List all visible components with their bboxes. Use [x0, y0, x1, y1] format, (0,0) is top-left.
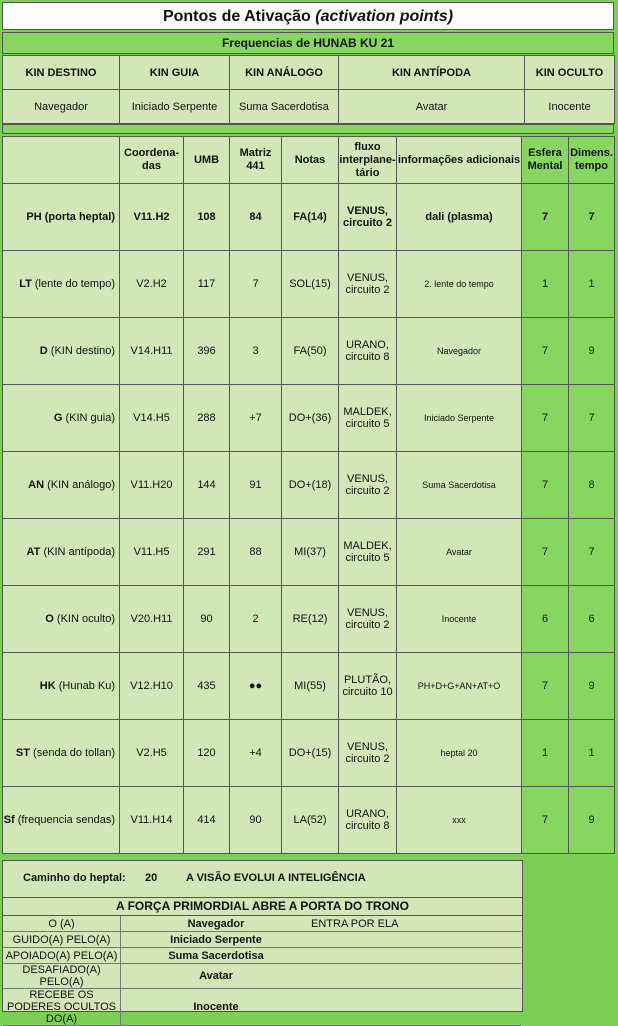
point-label: (senda do tollan) — [33, 747, 115, 759]
point-cell — [3, 184, 120, 251]
matriz-cell: +4 — [230, 720, 282, 787]
kin-header-analogo: KIN ANÁLOGO — [230, 56, 339, 90]
fluxo-cell: URANO, circuito 8 — [339, 787, 397, 854]
heptal-number: 20 — [145, 872, 158, 884]
esfera-cell: 1 — [522, 251, 569, 318]
separator-bar — [2, 124, 614, 134]
point-cell — [3, 318, 120, 385]
point-label: (KIN antípoda) — [43, 546, 115, 558]
fluxo-cell: VENUS, circuito 2 — [339, 452, 397, 519]
trono-left: RECEBE OS PODERES OCULTOS DO(A) — [3, 989, 121, 1026]
header-esfera: Esfera Mental — [522, 137, 569, 184]
point-code: D — [39, 345, 48, 357]
dimens-cell: 1 — [569, 720, 615, 787]
info-cell: PH+D+G+AN+AT+O — [397, 653, 522, 720]
fluxo-cell: VENUS, circuito 2 — [339, 184, 397, 251]
coord-cell: V11.H2 — [120, 184, 184, 251]
point-code: AN — [28, 479, 45, 491]
point-cell — [3, 251, 120, 318]
table-row — [3, 720, 615, 787]
nota-cell: FA(14) — [282, 184, 339, 251]
info-cell: Iniciado Serpente — [397, 385, 522, 452]
trono-row — [3, 964, 521, 989]
matriz-cell: 84 — [230, 184, 282, 251]
table-row — [3, 318, 615, 385]
header-umb: UMB — [184, 137, 230, 184]
point-cell — [3, 787, 120, 854]
trono-mid: Iniciado Serpente — [121, 932, 312, 948]
trono-right: ENTRA POR ELA — [311, 916, 521, 932]
info-cell: dali (plasma) — [397, 184, 522, 251]
nota-cell: DO+(18) — [282, 452, 339, 519]
kin-value-antipoda: Avatar — [339, 90, 525, 124]
dimens-cell: 6 — [569, 586, 615, 653]
info-cell: 2. lente do tempo — [397, 251, 522, 318]
kin-header-antipoda: KIN ANTÍPODA — [339, 56, 525, 90]
matriz-cell: 7 — [230, 251, 282, 318]
trono-table — [3, 916, 521, 1026]
info-cell: Avatar — [397, 519, 522, 586]
point-label: (frequencia sendas) — [17, 814, 115, 826]
dimens-cell: 1 — [569, 251, 615, 318]
header-empty — [3, 137, 120, 184]
nota-cell: DO+(36) — [282, 385, 339, 452]
info-cell: heptal 20 — [397, 720, 522, 787]
umb-cell: 144 — [184, 452, 230, 519]
title-main: Pontos de Ativação — [162, 8, 311, 25]
table-row — [3, 519, 615, 586]
info-cell: xxx — [397, 787, 522, 854]
fluxo-cell: VENUS, circuito 2 — [339, 251, 397, 318]
point-code: HK — [39, 680, 56, 692]
trono-left: GUIDO(A) PELO(A) — [3, 932, 121, 948]
trono-right — [311, 932, 521, 948]
table-header-row — [3, 137, 615, 184]
point-code: Sf — [3, 814, 15, 826]
umb-cell: 291 — [184, 519, 230, 586]
coord-cell: V2.H2 — [120, 251, 184, 318]
coord-cell: V2.H5 — [120, 720, 184, 787]
point-label: (KIN destino) — [50, 345, 115, 357]
trono-right — [311, 964, 521, 989]
trono-row — [3, 948, 521, 964]
fluxo-cell: VENUS, circuito 2 — [339, 586, 397, 653]
kin-header-oculto: KIN OCULTO — [525, 56, 615, 90]
kin-value-analogo: Suma Sacerdotisa — [230, 90, 339, 124]
kin-header-destino: KIN DESTINO — [3, 56, 120, 90]
forca-heading: A FORÇA PRIMORDIAL ABRE A PORTA DO TRONO — [3, 897, 522, 916]
dimens-cell: 7 — [569, 184, 615, 251]
table-row — [3, 787, 615, 854]
esfera-cell: 7 — [522, 318, 569, 385]
nota-cell: SOL(15) — [282, 251, 339, 318]
nota-cell: FA(50) — [282, 318, 339, 385]
point-cell — [3, 385, 120, 452]
header-dimens: Dimens. tempo — [569, 137, 615, 184]
umb-cell: 90 — [184, 586, 230, 653]
table-row — [3, 452, 615, 519]
point-label: (Hunab Ku) — [58, 680, 115, 692]
header-coord: Coordena-das — [120, 137, 184, 184]
fluxo-cell: MALDEK, circuito 5 — [339, 519, 397, 586]
trono-mid: Inocente — [121, 989, 312, 1026]
trono-row — [3, 989, 521, 1026]
kin-header-guia: KIN GUIA — [120, 56, 230, 90]
header-notas: Notas — [282, 137, 339, 184]
kin-value-guia: Iniciado Serpente — [120, 90, 230, 124]
trono-mid: Suma Sacerdotisa — [121, 948, 312, 964]
heptal-label: Caminho do heptal: — [23, 872, 126, 884]
header-info: informações adicionais — [397, 137, 522, 184]
heptal-path — [3, 861, 522, 897]
umb-cell: 120 — [184, 720, 230, 787]
title-sub: (activation points) — [315, 8, 454, 25]
umb-cell: 117 — [184, 251, 230, 318]
point-label: (porta heptal) — [44, 211, 115, 223]
trono-left: O (A) — [3, 916, 121, 932]
point-cell — [3, 720, 120, 787]
fluxo-cell: PLUTÃO, circuito 10 — [339, 653, 397, 720]
fluxo-cell: MALDEK, circuito 5 — [339, 385, 397, 452]
dimens-cell: 7 — [569, 519, 615, 586]
coord-cell: V12.H10 — [120, 653, 184, 720]
point-code: O — [45, 613, 54, 625]
umb-cell: 414 — [184, 787, 230, 854]
nota-cell: LA(52) — [282, 787, 339, 854]
coord-cell: V11.H20 — [120, 452, 184, 519]
umb-cell: 396 — [184, 318, 230, 385]
table-row — [3, 586, 615, 653]
point-code: AT — [26, 546, 41, 558]
fluxo-cell: VENUS, circuito 2 — [339, 720, 397, 787]
point-label: (lente do tempo) — [34, 278, 115, 290]
matriz-cell: 2 — [230, 586, 282, 653]
point-cell — [3, 653, 120, 720]
info-cell: Inocente — [397, 586, 522, 653]
point-code: PH — [26, 211, 42, 223]
point-label: (KIN análogo) — [47, 479, 115, 491]
matriz-cell: 90 — [230, 787, 282, 854]
dimens-cell: 7 — [569, 385, 615, 452]
info-cell: Navegador — [397, 318, 522, 385]
nota-cell: RE(12) — [282, 586, 339, 653]
point-code: G — [53, 412, 63, 424]
nota-cell: MI(37) — [282, 519, 339, 586]
coord-cell: V20.H11 — [120, 586, 184, 653]
trono-mid: Avatar — [121, 964, 312, 989]
table-row — [3, 251, 615, 318]
dimens-cell: 9 — [569, 653, 615, 720]
kin-value-destino: Navegador — [3, 90, 120, 124]
umb-cell: 435 — [184, 653, 230, 720]
trono-left: DESAFIADO(A) PELO(A) — [3, 964, 121, 989]
dimens-cell: 9 — [569, 318, 615, 385]
esfera-cell: 7 — [522, 385, 569, 452]
nota-cell: MI(55) — [282, 653, 339, 720]
esfera-cell: 1 — [522, 720, 569, 787]
nota-cell: DO+(15) — [282, 720, 339, 787]
coord-cell: V11.H5 — [120, 519, 184, 586]
kin-table — [2, 55, 615, 124]
esfera-cell: 6 — [522, 586, 569, 653]
trono-right — [311, 989, 521, 1026]
table-row — [3, 184, 615, 251]
umb-cell: 108 — [184, 184, 230, 251]
trono-row — [3, 916, 521, 932]
trono-left: APOIADO(A) PELO(A) — [3, 948, 121, 964]
heptal-text: A VISÃO EVOLUI A INTELIGÊNCIA — [186, 872, 366, 884]
point-cell — [3, 586, 120, 653]
esfera-cell: 7 — [522, 452, 569, 519]
heptal-panel — [2, 860, 523, 1025]
trono-row — [3, 932, 521, 948]
esfera-cell: 7 — [522, 184, 569, 251]
dimens-cell: 9 — [569, 787, 615, 854]
matriz-cell: 3 — [230, 318, 282, 385]
kin-value-oculto: Inocente — [525, 90, 615, 124]
coord-cell: V11.H14 — [120, 787, 184, 854]
activation-table — [2, 136, 615, 854]
dimens-cell: 8 — [569, 452, 615, 519]
matriz-cell: +7 — [230, 385, 282, 452]
point-code: LT — [19, 278, 32, 290]
coord-cell: V14.H11 — [120, 318, 184, 385]
umb-cell: 288 — [184, 385, 230, 452]
info-cell: Suma Sacerdotisa — [397, 452, 522, 519]
point-cell — [3, 452, 120, 519]
point-label: (KIN guia) — [65, 412, 115, 424]
trono-right — [311, 948, 521, 964]
point-code: ST — [15, 747, 30, 759]
matriz-cell: 88 — [230, 519, 282, 586]
frequency-title: Frequencias de HUNAB KU 21 — [2, 32, 614, 54]
esfera-cell: 7 — [522, 787, 569, 854]
page-title — [2, 2, 614, 30]
coord-cell: V14.H5 — [120, 385, 184, 452]
header-matriz: Matriz 441 — [230, 137, 282, 184]
table-row — [3, 653, 615, 720]
matriz-cell: 91 — [230, 452, 282, 519]
esfera-cell: 7 — [522, 653, 569, 720]
point-label: (KIN oculto) — [56, 613, 115, 625]
point-cell — [3, 519, 120, 586]
matriz-cell: ●● — [230, 653, 282, 720]
header-fluxo: fluxo interplane-tário — [339, 137, 397, 184]
esfera-cell: 7 — [522, 519, 569, 586]
table-row — [3, 385, 615, 452]
trono-mid: Navegador — [121, 916, 312, 932]
fluxo-cell: URANO, circuito 8 — [339, 318, 397, 385]
